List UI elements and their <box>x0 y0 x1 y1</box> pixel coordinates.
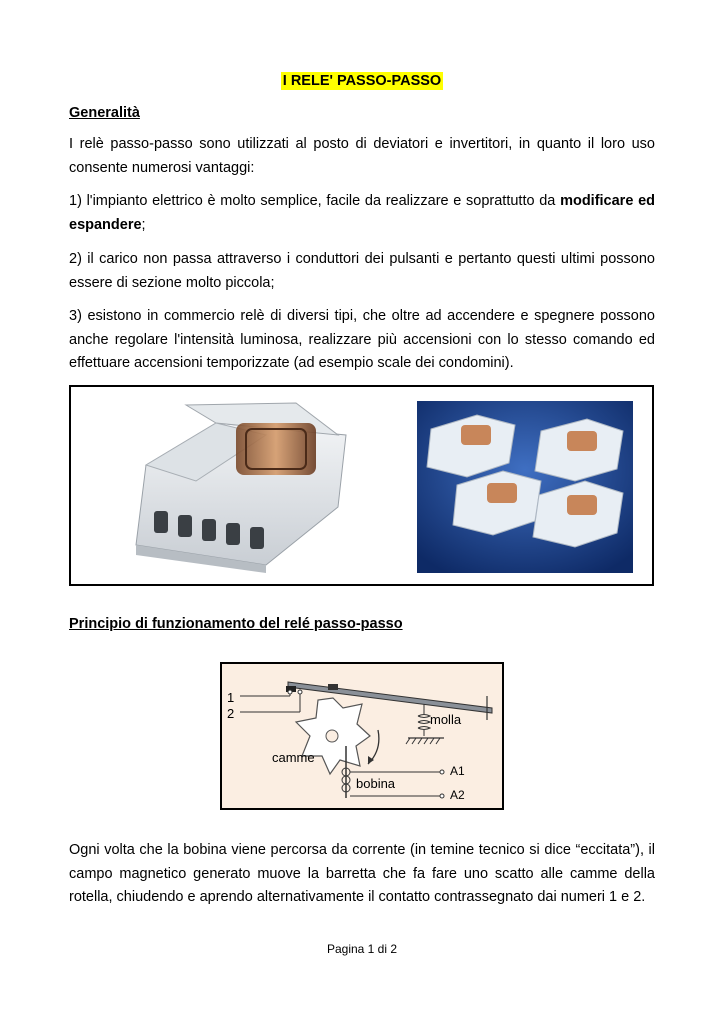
relay-photos-frame <box>69 385 654 586</box>
list-item-1-end: ; <box>141 216 146 233</box>
spring-label: molla <box>430 712 462 727</box>
list-item-1-text: 1) l'impianto elettrico è molto semplice, facile da realizzare e soprattutto da <box>69 193 561 209</box>
cam-label: camme <box>272 750 315 765</box>
list-item-1-bold: modificare ed espandere <box>69 193 656 233</box>
terminal-label-a2: A2 <box>450 788 465 802</box>
intro-paragraph: I relè passo-passo sono utilizzati al posto di deviatori e invertitori, in quanto il loro uso consente numerosi vantaggi: <box>69 136 655 176</box>
body-paragraph: Ogni volta che la bobina viene percorsa da corrente (in temine tecnico si dice “eccitata”), il campo magnetico generato muove la barretta che fa fare uno scatto alle camme della rotella, chiudendo e aprendo alternativamente il contatto contrassegnato dai numeri 1 e 2. <box>69 842 655 905</box>
contact-label-2: 2 <box>227 706 235 721</box>
page-title-text: I RELE' PASSO-PASSO <box>282 73 442 89</box>
relay-photo-group <box>417 401 633 573</box>
relay-diagram <box>220 662 504 810</box>
relay-photo-single <box>126 395 358 575</box>
section-heading-generalita: Generalità <box>69 105 140 121</box>
list-item-3: 3) esistono in commercio relè di diversi tipi, che oltre ad accendere e spegnere possono anche regolare l'intensità luminosa, realizzare più accensioni con lo stesso comando ed effettuare accensioni temporizzate (ad esempio scale dei condomini). <box>69 308 655 371</box>
list-item-1 <box>69 190 655 237</box>
section-heading-principio: Principio di funzionamento del relé passo-passo <box>69 616 403 632</box>
coil-label: bobina <box>356 776 396 791</box>
terminal-label-a1: A1 <box>450 764 465 778</box>
page-footer: Pagina 1 di 2 <box>326 942 398 956</box>
list-item-2: 2) il carico non passa attraverso i conduttori dei pulsanti e pertanto questi ultimi possono essere di sezione molto piccola; <box>69 251 655 291</box>
contact-label-1: 1 <box>227 690 235 705</box>
page-title <box>0 73 724 89</box>
